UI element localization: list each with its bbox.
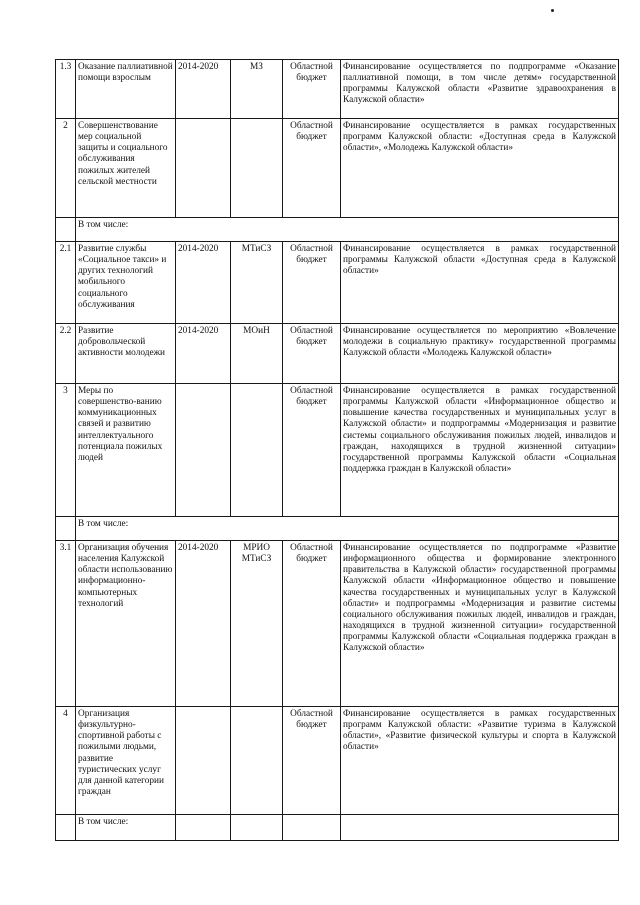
funding-description: Финансирование осуществляется в рамках государственной программы Калужской области «Информационное общество и повышение качества государственных и муниципальных услуг в Калужской области» и подпрограммы «Модернизация и развитие системы социального обслуживания пожилых людей, инвалидов и граждан, находящихся в трудной жизненной ситуации» государственной программы Калужской области «Социальная поддержка граждан в Калужской области»	[341, 384, 619, 517]
row-number: 1.3	[56, 60, 76, 119]
table-row	[56, 119, 619, 218]
row-number: 3	[56, 384, 76, 517]
funding-source: Областной бюджет	[283, 707, 341, 815]
measure-name: Меры по совершенство-ванию коммуникационных связей и развитию интеллектуального потенциала пожилых людей	[76, 384, 176, 517]
measure-name: Совершенствование мер социальной защиты и социального обслуживания пожилых жителей сельской местности	[76, 119, 176, 218]
measure-name: Развитие добровольческой активности молодежи	[76, 324, 176, 384]
empty-cell	[231, 815, 283, 841]
funding-description: Финансирование осуществляется в рамках государственной программы Калужской области «Доступная среда в Калужской области»	[341, 242, 619, 324]
empty-cell	[56, 517, 76, 541]
funding-source: Областной бюджет	[283, 384, 341, 517]
funding-description: Финансирование осуществляется в рамках государственных программ Калужской области: «Доступная среда в Калужской области», «Молодежь Калужской области»	[341, 119, 619, 218]
funding-description: Финансирование осуществляется по подпрограмме «Развитие информационного общества и формирование электронного правительства в Калужской области» государственной программы Калужской области «Информационное общество и повышение качества государственных и муниципальных услуг в Калужской области» и подпрограммы «Модернизация и развитие системы социального обслуживания пожилых людей, инвалидов и граждан, находящихся в трудной жизненной ситуации» государственной программы Калужской области «Социальная поддержка граждан в Калужской области»	[341, 541, 619, 707]
executor	[231, 119, 283, 218]
row-number: 3.1	[56, 541, 76, 707]
funding-source: Областной бюджет	[283, 60, 341, 119]
funding-description: Финансирование осуществляется по мероприятию «Вовлечение молодежи в социальную практику» государственной программы Калужской области «Молодежь Калужской области»	[341, 324, 619, 384]
executor: МОиН	[231, 324, 283, 384]
subsection-label: В том числе:	[76, 815, 176, 841]
empty-cell	[56, 815, 76, 841]
empty-cell	[283, 815, 341, 841]
executor: МРИО МТиСЗ	[231, 541, 283, 707]
table-row	[56, 218, 619, 242]
measure-name: Организация физкультурно-спортивной работы с пожилыми людьми, развитие туристических услуг для данной категории граждан	[76, 707, 176, 815]
page-speck	[551, 9, 554, 12]
funding-description: Финансирование осуществляется в рамках государственных программ Калужской области: «Развитие туризма в Калужской области», «Развитие физической культуры и спорта в Калужской области»	[341, 707, 619, 815]
period: 2014-2020	[176, 324, 231, 384]
empty-cell	[56, 218, 76, 242]
executor: МЗ	[231, 60, 283, 119]
row-number: 2.2	[56, 324, 76, 384]
empty-cell	[341, 815, 619, 841]
period	[176, 384, 231, 517]
row-number: 2	[56, 119, 76, 218]
period	[176, 707, 231, 815]
table-row	[56, 324, 619, 384]
funding-description: Финансирование осуществляется по подпрограмме «Оказание паллиативной помощи, в том числе детям» государственной программы Калужской области «Развитие здравоохранения в Калужской области»	[341, 60, 619, 119]
table-row	[56, 541, 619, 707]
period: 2014-2020	[176, 60, 231, 119]
period: 2014-2020	[176, 242, 231, 324]
funding-source: Областной бюджет	[283, 541, 341, 707]
program-measures-table	[55, 59, 619, 841]
table-row	[56, 815, 619, 841]
measure-name: Оказание паллиативной помощи взрослым	[76, 60, 176, 119]
measure-name: Развитие службы «Социальное такси» и других технологий мобильного социального обслуживания	[76, 242, 176, 324]
funding-source: Областной бюджет	[283, 324, 341, 384]
subsection-label: В том числе:	[76, 517, 619, 541]
executor	[231, 707, 283, 815]
period: 2014-2020	[176, 541, 231, 707]
funding-source: Областной бюджет	[283, 119, 341, 218]
measure-name: Организация обучения населения Калужской области использованию информационно-компьютерных технологий	[76, 541, 176, 707]
funding-source: Областной бюджет	[283, 242, 341, 324]
table-row	[56, 60, 619, 119]
row-number: 2.1	[56, 242, 76, 324]
empty-cell	[176, 815, 231, 841]
row-number: 4	[56, 707, 76, 815]
period	[176, 119, 231, 218]
table-row	[56, 517, 619, 541]
executor	[231, 384, 283, 517]
table-row	[56, 384, 619, 517]
executor: МТиСЗ	[231, 242, 283, 324]
table-row	[56, 707, 619, 815]
table-row	[56, 242, 619, 324]
subsection-label: В том числе:	[76, 218, 619, 242]
